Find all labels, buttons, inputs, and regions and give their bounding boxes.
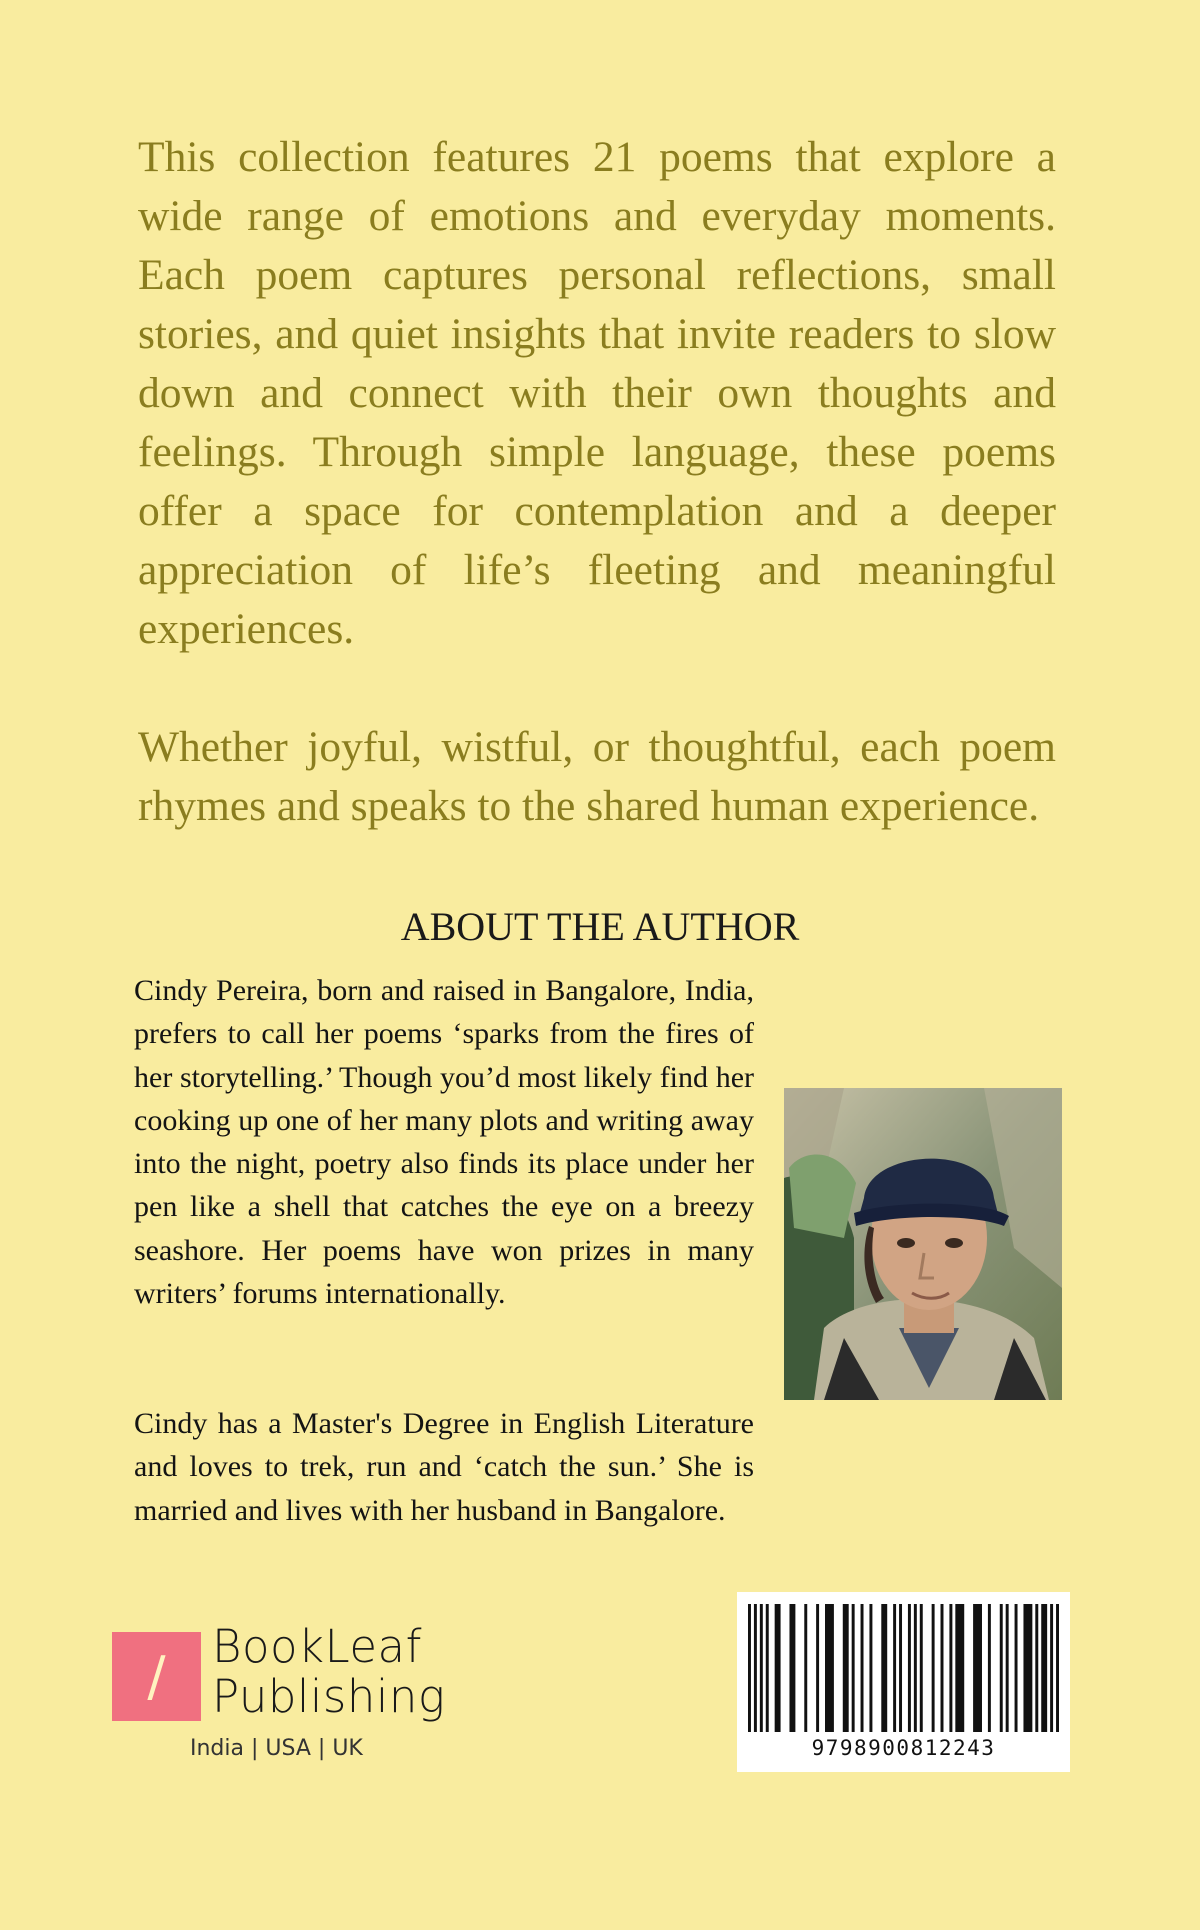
barcode-bar [804, 1604, 807, 1732]
barcode-bar [973, 1604, 982, 1732]
author-portrait-illustration [784, 1088, 1062, 1400]
barcode-bar [988, 1604, 991, 1732]
barcode-bar [899, 1604, 902, 1732]
barcode-bar [852, 1604, 855, 1732]
author-bio-paragraph-1: Cindy Pereira, born and raised in Bangalore, India, prefers to call her poems ‘sparks from the fires of her storytelling.’ Though you’d most likely find her cooking up one of her many plots and writing away into the night, poetry also finds its place under her pen like a shell that catches the eye on a breezy seashore. Her poems have won prizes in many writers’ forums internationally. [134, 974, 754, 1311]
blurb-paragraph-2: Whether joyful, wistful, or thoughtful, each poem rhymes and speaks to the shared human experience. [138, 723, 1056, 830]
barcode [737, 1592, 1070, 1772]
logo-slash-icon: / [147, 1645, 166, 1708]
blurb-paragraph-1: This collection features 21 poems that explore a wide range of emotions and everyday moments. Each poem captures personal reflections, small stories, and quiet insights that invite readers to slow down and connect with their own thoughts and feelings. Through simple language, these poems offer a space for contemplation and a deeper appreciation of life’s fleeting and meaningful experiences. [138, 133, 1056, 653]
barcode-bar [766, 1604, 769, 1732]
barcode-bar [861, 1604, 864, 1732]
barcode-bar [1023, 1604, 1032, 1732]
barcode-bar [843, 1604, 849, 1732]
barcode-bar [1000, 1604, 1003, 1732]
barcode-bar [955, 1604, 964, 1732]
barcode-bar [881, 1604, 887, 1732]
barcode-bar [949, 1604, 952, 1732]
barcode-bar [1056, 1604, 1059, 1732]
author-bio-paragraph-2: Cindy has a Master's Degree in English Literature and loves to trek, run and ‘catch the sun.’ She is married and lives with her husband in Bangalore. [134, 1407, 754, 1527]
publisher-logo [112, 1620, 452, 1770]
barcode-bars [748, 1604, 1059, 1732]
barcode-bar [893, 1604, 896, 1732]
publisher-name [212, 1622, 445, 1722]
barcode-bar [816, 1604, 819, 1732]
barcode-bar [908, 1604, 911, 1732]
barcode-bar [1041, 1604, 1047, 1732]
barcode-bar [775, 1604, 781, 1732]
barcode-bar [932, 1604, 935, 1732]
barcode-bar [920, 1604, 923, 1732]
barcode-bar [914, 1604, 917, 1732]
barcode-bar [748, 1604, 751, 1732]
barcode-bar [754, 1604, 757, 1732]
barcode-bar [789, 1604, 795, 1732]
author-photo [784, 1088, 1062, 1400]
about-author-heading: ABOUT THE AUTHOR [400, 904, 800, 949]
barcode-bar [869, 1604, 872, 1732]
barcode-bar [941, 1604, 944, 1732]
publisher-name-line-2: Publishing [212, 1670, 446, 1723]
barcode-bar [1035, 1604, 1038, 1732]
barcode-bar [1015, 1604, 1018, 1732]
barcode-number: 9798900812243 [811, 1736, 996, 1760]
barcode-bar [760, 1604, 763, 1732]
publisher-name-line-1: BookLeaf [212, 1620, 422, 1673]
barcode-bar [825, 1604, 834, 1732]
publisher-regions: India | USA | UK [190, 1736, 363, 1761]
barcode-bar [1050, 1604, 1053, 1732]
barcode-bar [1006, 1604, 1009, 1732]
